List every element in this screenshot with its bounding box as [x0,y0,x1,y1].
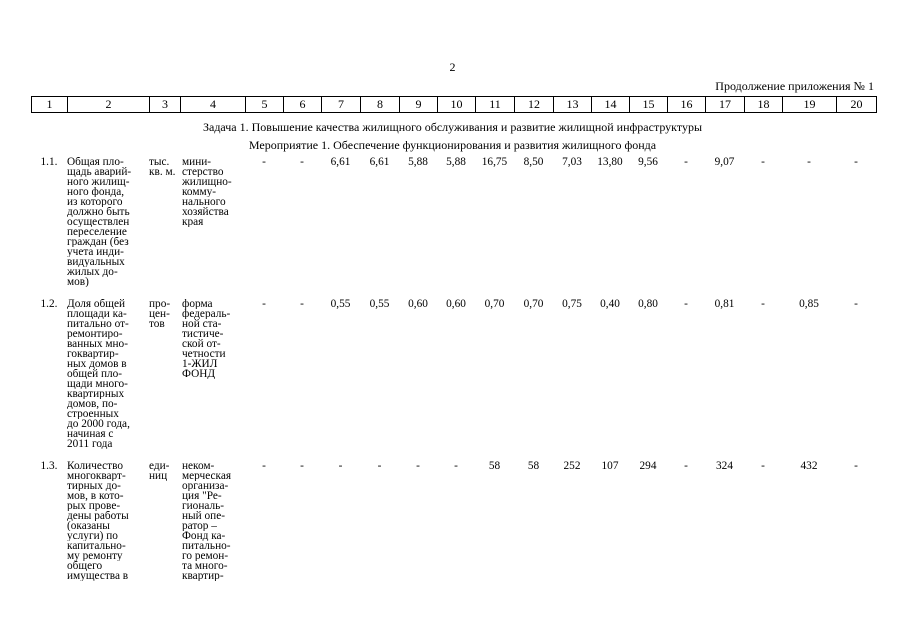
column-number-4: 4 [181,97,246,113]
value-col-8: 0,55 [369,298,390,310]
column-number-2: 2 [68,97,150,113]
indicator-name: Количество многокварт- тирных до- мов, в кото- рых прове- дены работы (оказаны услуги) по капитально- му ремонту общего имущества в [67,461,129,581]
value-col-11: 58 [488,460,501,472]
table-row [31,299,876,449]
value-col-15: 9,56 [638,156,658,168]
page-number: 2 [449,60,456,74]
value-col-13: 252 [563,460,581,472]
value-col-18: - [761,460,765,472]
column-number-6: 6 [284,97,322,113]
column-number-8: 8 [361,97,400,113]
value-col-20: - [854,460,858,472]
unit-of-measure: про- цен- тов [149,299,171,329]
row-number: 1.2. [40,298,58,310]
value-col-15: 294 [639,460,657,472]
value-col-17: 9,07 [714,156,735,168]
indicator-name: Доля общей площади ка- питально от- ремонтиро- ванных мно- гоквартир- ных домов в общей пло- щади много- квартирных домов, по- строенных до 2000 года, начиная с 2011 года [67,299,130,449]
value-col-18: - [761,156,765,168]
row-number: 1.3. [40,460,58,472]
data-source: неком- мерческая организа- ция "Ре- гиональ- ный опе- ратор – Фонд ка- питально- го ремон- та много- квартир- [182,461,232,581]
value-col-14: 13,80 [597,156,623,168]
value-col-17: 0,81 [714,298,735,310]
row-number: 1.1. [40,156,58,168]
value-col-8: 6,61 [369,156,390,168]
column-number-3: 3 [150,97,181,113]
value-col-6: - [300,156,304,168]
value-col-19: 0,85 [799,298,819,310]
value-col-16: - [684,460,688,472]
value-col-5: - [262,156,266,168]
column-number-20: 20 [837,97,877,113]
task-title: Задача 1. Повышение качества жилищного обслуживания и развитие жилищной инфраструктуры [202,120,703,134]
value-col-5: - [262,298,266,310]
value-col-16: - [684,298,688,310]
column-number-header [31,96,877,113]
value-col-9: - [416,460,420,472]
value-col-20: - [854,156,858,168]
column-number-9: 9 [400,97,438,113]
table-row [31,461,876,581]
value-col-20: - [854,298,858,310]
indicator-name: Общая пло- щадь аварий- ного жилищ- ного фонда, из которого должно быть осуществлен переселение граждан (без учета инди- видуальных жилых до- мов) [67,157,132,287]
column-number-12: 12 [515,97,554,113]
indicators-table [31,157,876,581]
column-number-10: 10 [438,97,476,113]
column-number-13: 13 [554,97,592,113]
value-col-12: 0,70 [523,298,544,310]
value-col-6: - [300,460,304,472]
column-number-18: 18 [745,97,783,113]
value-col-11: 16,75 [481,156,508,168]
value-col-7: 0,55 [330,298,351,310]
value-col-7: - [338,460,343,472]
unit-of-measure: еди- ниц [149,461,170,481]
value-col-12: 58 [527,460,540,472]
value-col-5: - [262,460,266,472]
data-source: мини- стерство жилищно- комму- нального хозяйства края [182,157,232,227]
column-number-17: 17 [706,97,745,113]
value-col-9: 0,60 [408,298,428,310]
value-col-19: 432 [800,460,818,472]
column-number-14: 14 [592,97,630,113]
value-col-11: 0,70 [484,298,505,310]
value-col-18: - [761,298,765,310]
value-col-6: - [300,298,304,310]
data-source: форма федераль- ной ста- тистиче- ской от- четности 1-ЖИЛ ФОНД [182,299,231,379]
table-row [31,157,876,287]
column-number-19: 19 [783,97,837,113]
activity-title: Мероприятие 1. Обеспечение функционирования и развития жилищного фонда [248,138,657,152]
continuation-note: Продолжение приложения № 1 [715,79,874,93]
value-col-13: 0,75 [562,298,582,310]
column-number-7: 7 [322,97,361,113]
value-col-10: 0,60 [446,298,466,310]
value-col-10: - [454,460,458,472]
value-col-10: 5,88 [446,156,466,168]
value-col-17: 324 [716,460,733,472]
value-col-14: 107 [601,460,619,472]
value-col-14: 0,40 [600,298,620,310]
column-number-1: 1 [32,97,68,113]
value-col-8: - [377,460,382,472]
column-number-11: 11 [476,97,515,113]
column-number-16: 16 [668,97,706,113]
value-col-16: - [684,156,688,168]
value-col-15: 0,80 [638,298,658,310]
unit-of-measure: тыс. кв. м. [149,157,176,177]
value-col-12: 8,50 [523,156,544,168]
value-col-9: 5,88 [408,156,428,168]
column-number-15: 15 [630,97,668,113]
value-col-19: - [807,156,811,168]
value-col-13: 7,03 [562,156,582,168]
value-col-7: 6,61 [330,156,351,168]
column-number-5: 5 [246,97,284,113]
